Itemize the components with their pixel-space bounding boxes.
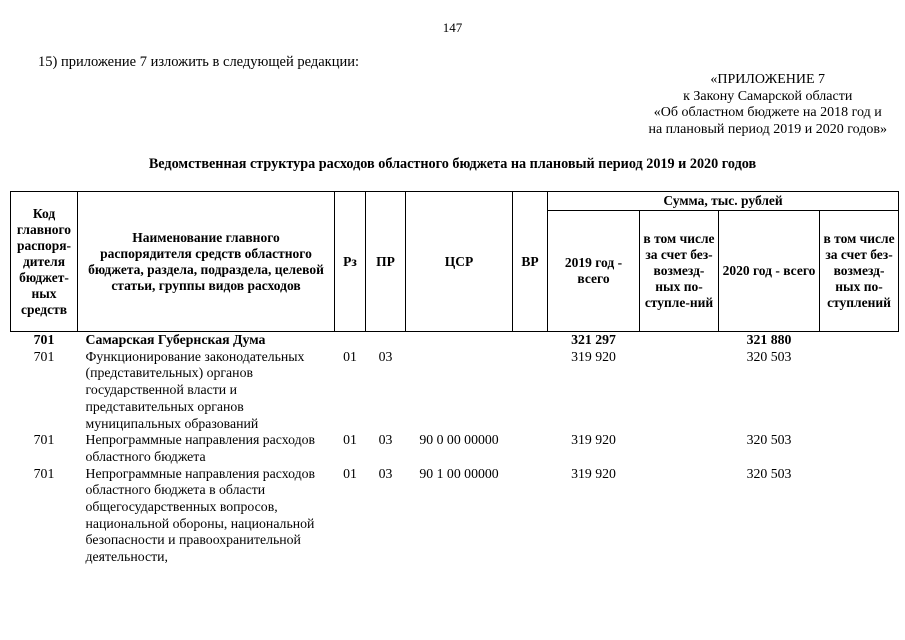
cell-pr: 03 xyxy=(378,432,393,448)
header-vr: ВР xyxy=(513,192,548,332)
header-rz: Рз xyxy=(335,192,366,332)
cell-csr xyxy=(406,332,513,349)
cell-pr: 03 xyxy=(378,348,393,364)
cell-2020-gratuitous xyxy=(820,332,899,349)
cell-2019-total: 321 297 xyxy=(571,332,616,347)
cell-vr xyxy=(513,332,548,349)
table-row xyxy=(11,349,899,433)
appendix-header xyxy=(648,72,887,138)
page-number: 147 xyxy=(442,20,463,35)
appendix-line-4: на плановый период 2019 и 2020 годов» xyxy=(648,121,887,137)
cell-2020-total: 321 880 xyxy=(746,332,792,347)
header-2020-total: 2020 год - всего xyxy=(719,211,820,332)
cell-2019-total: 319 920 xyxy=(571,432,616,448)
cell-name: Непрограммные направления расходов областного бюджета xyxy=(85,432,316,464)
appendix-line-3: «Об областном бюджете на 2018 год и xyxy=(653,105,882,120)
cell-csr xyxy=(406,349,513,433)
cell-2020-gratuitous xyxy=(820,466,899,566)
cell-code: 701 xyxy=(33,465,55,481)
header-pr: ПР xyxy=(366,192,406,332)
cell-rz: 01 xyxy=(343,432,357,448)
appendix-line-1: «ПРИЛОЖЕНИЕ 7 xyxy=(710,72,826,87)
cell-name: Самарская Губернская Дума xyxy=(85,332,266,347)
table-row xyxy=(11,332,899,349)
cell-2020-gratuitous xyxy=(820,432,899,465)
cell-vr xyxy=(513,349,548,433)
cell-vr xyxy=(513,466,548,566)
table-row xyxy=(11,432,899,465)
cell-2019-gratuitous xyxy=(640,466,719,566)
cell-rz xyxy=(335,332,366,349)
header-code: Код главного распоря-дителя бюджет-ных средств xyxy=(11,192,78,332)
header-csr: ЦСР xyxy=(406,192,513,332)
appendix-line-2: к Закону Самарской области xyxy=(683,88,853,104)
table-row xyxy=(11,466,899,566)
document-title: Ведомственная структура расходов областного бюджета на плановый период 2019 и 2020 годов xyxy=(148,156,757,172)
cell-rz: 01 xyxy=(343,348,357,364)
cell-2020-total: 320 503 xyxy=(746,348,792,364)
cell-rz: 01 xyxy=(343,465,357,481)
cell-csr: 90 0 00 00000 xyxy=(419,432,499,448)
cell-code: 701 xyxy=(33,332,55,347)
header-name: Наименование главного распорядителя средств областного бюджета, раздела, подраздела, целевой статьи, группы видов расходов xyxy=(78,192,335,332)
budget-table xyxy=(10,191,899,566)
cell-pr: 03 xyxy=(378,465,393,481)
header-sum-group: Сумма, тыс. рублей xyxy=(548,192,899,211)
header-2020-gratuitous: в том числе за счет без-возмезд-ных по-ступлений xyxy=(820,211,899,332)
cell-vr xyxy=(513,432,548,465)
cell-2019-total: 319 920 xyxy=(571,465,616,481)
cell-2019-gratuitous xyxy=(640,332,719,349)
header-2019-gratuitous: в том числе за счет без-возмезд-ных по-ступле-ний xyxy=(640,211,719,332)
cell-name: Функционирование законодательных (представительных) органов государственной власти и представительных органов муниципальных образований xyxy=(85,348,305,431)
cell-2019-gratuitous xyxy=(640,349,719,433)
cell-name: Непрограммные направления расходов областного бюджета в области общегосударственных вопросов, национальной обороны, национальной безопасности и правоохранительной деятельности, xyxy=(85,465,316,565)
cell-pr xyxy=(366,332,406,349)
cell-2020-total: 320 503 xyxy=(746,432,792,448)
cell-2020-total: 320 503 xyxy=(746,465,792,481)
cell-csr: 90 1 00 00000 xyxy=(419,465,499,481)
cell-2019-gratuitous xyxy=(640,432,719,465)
cell-2019-total: 319 920 xyxy=(571,348,616,364)
intro-line: 15) приложение 7 изложить в следующей редакции: xyxy=(38,54,360,70)
header-2019-total: 2019 год - всего xyxy=(548,211,640,332)
cell-2020-gratuitous xyxy=(820,349,899,433)
cell-code: 701 xyxy=(33,432,55,448)
cell-code: 701 xyxy=(33,348,55,364)
